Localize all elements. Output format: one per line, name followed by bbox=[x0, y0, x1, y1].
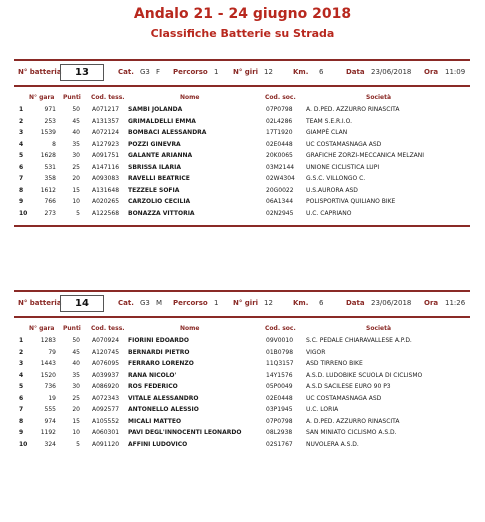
ora-label: Ora bbox=[424, 299, 439, 307]
team-name: U.C. LORIA bbox=[306, 406, 339, 413]
athlete-name: PAVI DEGL'INNOCENTI LEONARDO bbox=[128, 429, 242, 436]
giri-value: 12 bbox=[264, 68, 273, 76]
section-batteria bbox=[14, 59, 470, 227]
athlete-name: CARZOLIO CECILIA bbox=[128, 198, 191, 205]
license-code: A072343 bbox=[92, 394, 120, 402]
license-code: A060301 bbox=[92, 429, 120, 436]
table-row bbox=[14, 370, 470, 382]
sex-value: F bbox=[156, 68, 161, 76]
table-row bbox=[14, 185, 470, 197]
col-punti: Punti bbox=[63, 325, 81, 332]
race-number: 1520 bbox=[40, 371, 56, 379]
rank: 7 bbox=[19, 406, 24, 413]
ora-value: 11:09 bbox=[445, 68, 466, 76]
results-table bbox=[14, 104, 470, 219]
data-value: 23/06/2018 bbox=[371, 299, 412, 307]
table-row bbox=[14, 116, 470, 128]
team-name: GRAFICHE ZORZI-MECCANICA MELZANI bbox=[306, 152, 425, 159]
team-code: 05P0049 bbox=[266, 383, 293, 390]
giri-label: N° giri bbox=[233, 68, 259, 76]
athlete-name: ROS FEDERICO bbox=[128, 383, 178, 390]
data-label: Data bbox=[346, 299, 365, 307]
km-label: Km. bbox=[293, 299, 309, 307]
team-code: 02S1767 bbox=[266, 440, 293, 448]
points: 50 bbox=[72, 106, 80, 113]
table-row bbox=[14, 335, 470, 347]
points: 10 bbox=[72, 198, 80, 205]
license-code: A147116 bbox=[92, 163, 120, 171]
table-row bbox=[14, 393, 470, 405]
athlete-name: TEZZELE SOFIA bbox=[128, 186, 180, 194]
race-number: 555 bbox=[44, 406, 56, 413]
table-row bbox=[14, 196, 470, 208]
table-row bbox=[14, 416, 470, 428]
rank: 4 bbox=[19, 371, 24, 379]
license-code: A092577 bbox=[92, 406, 120, 413]
data-label: Data bbox=[346, 68, 365, 76]
points: 10 bbox=[72, 429, 80, 436]
race-number: 1443 bbox=[40, 360, 56, 367]
page-subtitle: Classifiche Batterie su Strada bbox=[150, 27, 335, 40]
percorso-label: Percorso bbox=[173, 299, 208, 307]
rank: 9 bbox=[19, 429, 24, 436]
rank: 1 bbox=[19, 106, 24, 113]
team-name: U.S.AURORA ASD bbox=[306, 186, 358, 194]
col-nome: Nome bbox=[180, 325, 200, 332]
points: 35 bbox=[72, 371, 80, 379]
race-number: 8 bbox=[52, 140, 56, 148]
points: 20 bbox=[72, 175, 80, 182]
points: 50 bbox=[72, 337, 80, 344]
rank: 6 bbox=[19, 163, 24, 171]
athlete-name: FERRARO LORENZO bbox=[128, 360, 194, 367]
license-code: A122568 bbox=[92, 209, 120, 217]
team-code: 07P0798 bbox=[266, 417, 293, 425]
team-code: 07P0798 bbox=[266, 106, 293, 113]
points: 30 bbox=[72, 383, 80, 390]
athlete-name: FIORINI EDOARDO bbox=[128, 337, 189, 344]
col-punti: Punti bbox=[63, 94, 81, 101]
column-headers bbox=[14, 90, 470, 104]
batteria-label: N° batteria bbox=[18, 68, 62, 76]
athlete-name: SBRISSA ILARIA bbox=[128, 163, 182, 171]
athlete-name: GALANTE ARIANNA bbox=[128, 152, 193, 159]
license-code: A127923 bbox=[92, 140, 120, 148]
athlete-name: BONAZZA VITTORIA bbox=[128, 209, 195, 217]
table-row bbox=[14, 162, 470, 174]
license-code: A039937 bbox=[92, 371, 120, 379]
license-code: A072124 bbox=[92, 129, 120, 136]
table-row bbox=[14, 358, 470, 370]
batteria-label: N° batteria bbox=[18, 299, 62, 307]
race-number: 358 bbox=[44, 175, 56, 182]
table-row bbox=[14, 427, 470, 439]
license-code: A105552 bbox=[92, 417, 120, 425]
team-name: NUVOLERA A.S.D. bbox=[306, 440, 359, 448]
race-number: 253 bbox=[44, 117, 56, 125]
percorso-value: 1 bbox=[214, 299, 219, 307]
col-societa: Società bbox=[366, 94, 392, 101]
points: 15 bbox=[72, 417, 80, 425]
team-code: 02N2945 bbox=[266, 209, 294, 217]
team-name: A.S.D SACILESE EURO 90 P3 bbox=[306, 383, 391, 390]
points: 30 bbox=[72, 152, 80, 159]
team-name: UC COSTAMASNAGA ASD bbox=[306, 140, 382, 148]
team-name: G.S.C. VILLONGO C. bbox=[306, 175, 366, 182]
athlete-name: GRIMALDELLI EMMA bbox=[128, 117, 196, 125]
col-tess: Cod. tess. bbox=[91, 94, 125, 101]
batteria-header bbox=[14, 292, 470, 316]
race-number: 1192 bbox=[40, 429, 56, 436]
col-gara: N° gara bbox=[29, 94, 55, 101]
team-name: TEAM S.E.R.I.O. bbox=[306, 117, 352, 125]
team-code: 14Y1576 bbox=[266, 371, 293, 379]
col-soc: Cod. soc. bbox=[265, 94, 296, 101]
license-code: A076095 bbox=[92, 360, 120, 367]
team-name: ASD TIRRENO BIKE bbox=[306, 360, 363, 367]
race-number: 736 bbox=[44, 383, 56, 390]
percorso-value: 1 bbox=[214, 68, 219, 76]
team-code: 17T1920 bbox=[266, 129, 293, 136]
athlete-name: MICALI MATTEO bbox=[128, 417, 182, 425]
team-name: A. D.PED. AZZURRO RINASCITA bbox=[306, 417, 400, 425]
license-code: A093083 bbox=[92, 175, 120, 182]
cat-label: Cat. bbox=[118, 299, 134, 307]
race-number: 324 bbox=[44, 440, 56, 448]
percorso-label: Percorso bbox=[173, 68, 208, 76]
race-number: 19 bbox=[48, 394, 56, 402]
header-divider bbox=[14, 316, 470, 318]
rank: 2 bbox=[19, 348, 24, 356]
team-code: 08L2938 bbox=[266, 429, 293, 436]
race-number: 971 bbox=[44, 106, 56, 113]
rank: 3 bbox=[19, 129, 24, 136]
license-code: A091120 bbox=[92, 440, 120, 448]
race-number: 766 bbox=[44, 198, 56, 205]
team-code: 09V0010 bbox=[266, 337, 294, 344]
points: 25 bbox=[72, 394, 80, 402]
license-code: A071217 bbox=[92, 106, 120, 113]
results-table bbox=[14, 335, 470, 450]
points: 5 bbox=[76, 209, 80, 217]
giri-label: N° giri bbox=[233, 299, 259, 307]
rank: 4 bbox=[19, 140, 24, 148]
athlete-name: SAMBI JOLANDA bbox=[128, 106, 183, 113]
points: 20 bbox=[72, 406, 80, 413]
section-batteria bbox=[14, 290, 470, 450]
table-row bbox=[14, 127, 470, 139]
license-code: A070924 bbox=[92, 337, 120, 344]
table-row bbox=[14, 173, 470, 185]
athlete-name: RANA NICOLO' bbox=[128, 371, 177, 379]
rank: 9 bbox=[19, 198, 24, 205]
rank: 6 bbox=[19, 394, 24, 402]
team-code: 02L4286 bbox=[266, 117, 293, 125]
team-code: 20G0022 bbox=[266, 186, 294, 194]
table-row bbox=[14, 208, 470, 220]
points: 40 bbox=[72, 360, 80, 367]
km-label: Km. bbox=[293, 68, 309, 76]
license-code: A086920 bbox=[92, 383, 120, 390]
license-code: A131357 bbox=[92, 117, 120, 125]
license-code: A120745 bbox=[92, 348, 120, 356]
batteria-number: 14 bbox=[60, 295, 104, 312]
athlete-name: POZZI GINEVRA bbox=[128, 140, 181, 148]
race-number: 79 bbox=[48, 348, 56, 356]
athlete-name: VITALE ALESSANDRO bbox=[128, 394, 199, 402]
license-code: A020265 bbox=[92, 198, 120, 205]
team-name: UC COSTAMASNAGA ASD bbox=[306, 394, 382, 402]
license-code: A131648 bbox=[92, 186, 120, 194]
data-value: 23/06/2018 bbox=[371, 68, 412, 76]
rank: 5 bbox=[19, 383, 24, 390]
points: 40 bbox=[72, 129, 80, 136]
column-headers bbox=[14, 321, 470, 335]
athlete-name: AFFINI LUDOVICO bbox=[128, 440, 188, 448]
team-code: 02W4304 bbox=[266, 175, 295, 182]
team-name: SAN MINIATO CICLISMO A.S.D. bbox=[306, 429, 397, 436]
rank: 10 bbox=[19, 209, 28, 217]
athlete-name: BOMBACI ALESSANDRA bbox=[128, 129, 207, 136]
col-tess: Cod. tess. bbox=[91, 325, 125, 332]
page-title: Andalo 21 - 24 giugno 2018 bbox=[133, 6, 352, 22]
athlete-name: ANTONELLO ALESSIO bbox=[128, 406, 199, 413]
race-number: 1612 bbox=[40, 186, 56, 194]
bottom-divider bbox=[14, 225, 470, 227]
table-row bbox=[14, 347, 470, 359]
cat-value: G3 bbox=[140, 299, 150, 307]
cat-value: G3 bbox=[140, 68, 150, 76]
team-name: GIAMPÈ CLAN bbox=[306, 129, 348, 136]
race-number: 974 bbox=[44, 417, 56, 425]
header-divider bbox=[14, 85, 470, 87]
table-row bbox=[14, 104, 470, 116]
team-name: VIGOR bbox=[306, 348, 326, 356]
col-nome: Nome bbox=[180, 94, 200, 101]
cat-label: Cat. bbox=[118, 68, 134, 76]
race-number: 531 bbox=[44, 163, 56, 171]
table-row bbox=[14, 150, 470, 162]
team-name: POLISPORTIVA QUILIANO BIKE bbox=[306, 198, 396, 205]
team-name: S.C. PEDALE CHIARAVALLESE A.P.D. bbox=[306, 337, 412, 344]
race-number: 1283 bbox=[40, 337, 56, 344]
table-row bbox=[14, 381, 470, 393]
ora-value: 11:26 bbox=[445, 299, 466, 307]
rank: 3 bbox=[19, 360, 24, 367]
table-row bbox=[14, 404, 470, 416]
points: 35 bbox=[72, 140, 80, 148]
table-row bbox=[14, 439, 470, 451]
team-name: A. D.PED. AZZURRO RINASCITA bbox=[306, 106, 400, 113]
team-code: 11Q3157 bbox=[266, 360, 294, 367]
sex-value: M bbox=[156, 299, 163, 307]
rank: 5 bbox=[19, 152, 24, 159]
athlete-name: RAVELLI BEATRICE bbox=[128, 175, 190, 182]
rank: 7 bbox=[19, 175, 24, 182]
team-name: UNIONE CICLISTICA LUPI bbox=[306, 163, 380, 171]
table-row bbox=[14, 139, 470, 151]
team-code: 03P1945 bbox=[266, 406, 293, 413]
ora-label: Ora bbox=[424, 68, 439, 76]
batteria-header bbox=[14, 61, 470, 85]
athlete-name: BERNARDI PIETRO bbox=[128, 348, 190, 356]
col-gara: N° gara bbox=[29, 325, 55, 332]
team-code: 01B0798 bbox=[266, 348, 294, 356]
points: 45 bbox=[72, 117, 80, 125]
km-value: 6 bbox=[319, 68, 324, 76]
race-number: 1628 bbox=[40, 152, 56, 159]
team-code: 20K0065 bbox=[266, 152, 293, 159]
race-number: 273 bbox=[44, 209, 56, 217]
giri-value: 12 bbox=[264, 299, 273, 307]
team-name: A.S.D. LUDOBIKE SCUOLA DI CICLISMO bbox=[306, 371, 423, 379]
col-societa: Società bbox=[366, 325, 392, 332]
rank: 2 bbox=[19, 117, 24, 125]
rank: 10 bbox=[19, 440, 28, 448]
km-value: 6 bbox=[319, 299, 324, 307]
team-code: 03M2144 bbox=[266, 163, 295, 171]
team-code: 02E0448 bbox=[266, 394, 293, 402]
rank: 8 bbox=[19, 186, 24, 194]
team-code: 06A1344 bbox=[266, 198, 294, 205]
batteria-number: 13 bbox=[60, 64, 104, 81]
team-name: U.C. CAPRIANO bbox=[306, 209, 352, 217]
points: 25 bbox=[72, 163, 80, 171]
points: 5 bbox=[76, 440, 80, 448]
license-code: A091751 bbox=[92, 152, 120, 159]
points: 45 bbox=[72, 348, 80, 356]
col-soc: Cod. soc. bbox=[265, 325, 296, 332]
race-number: 1539 bbox=[40, 129, 56, 136]
rank: 1 bbox=[19, 337, 24, 344]
rank: 8 bbox=[19, 417, 24, 425]
team-code: 02E0448 bbox=[266, 140, 293, 148]
points: 15 bbox=[72, 186, 80, 194]
